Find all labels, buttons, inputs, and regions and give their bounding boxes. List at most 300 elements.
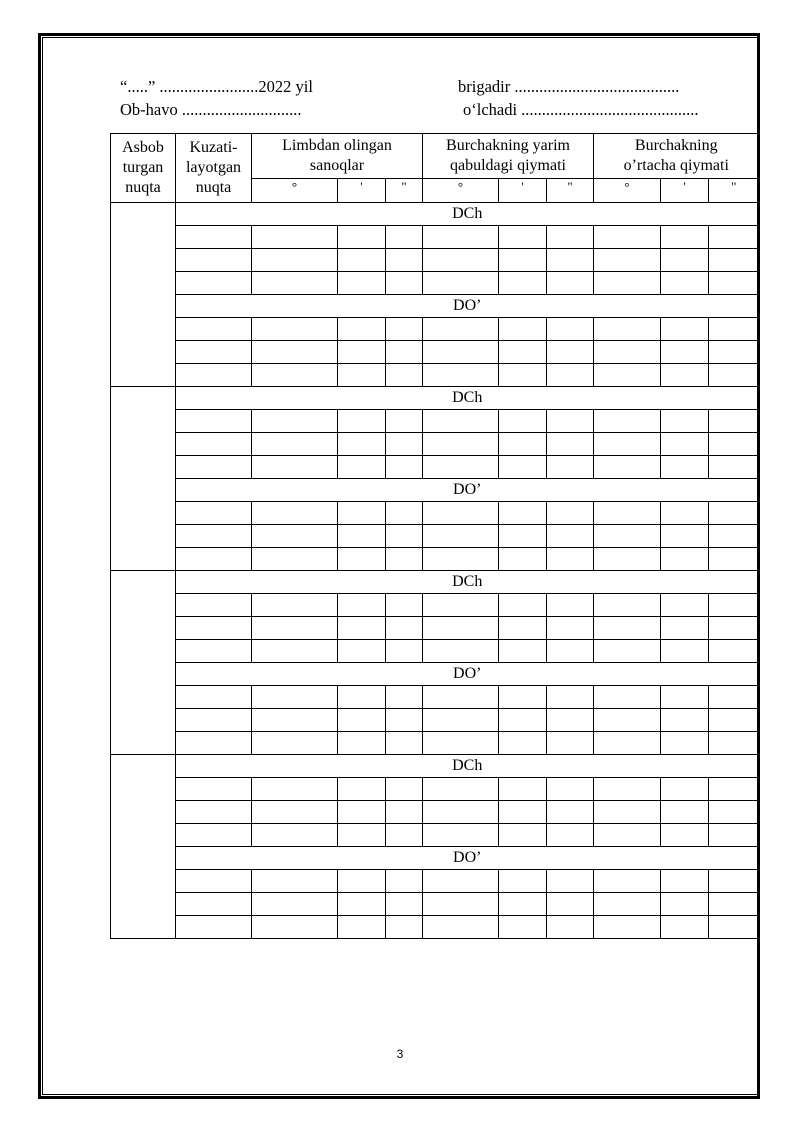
angle-value-cell[interactable] bbox=[594, 801, 661, 824]
angle-value-cell[interactable] bbox=[709, 870, 759, 893]
angle-value-cell[interactable] bbox=[338, 249, 386, 272]
observed-point-cell[interactable] bbox=[176, 778, 252, 801]
angle-value-cell[interactable] bbox=[252, 732, 338, 755]
angle-value-cell[interactable] bbox=[423, 525, 499, 548]
angle-value-cell[interactable] bbox=[594, 433, 661, 456]
circle-position-label: DO’ bbox=[176, 295, 759, 318]
angle-value-cell[interactable] bbox=[661, 341, 709, 364]
angle-value-cell[interactable] bbox=[423, 732, 499, 755]
angle-value-cell[interactable] bbox=[499, 732, 547, 755]
angle-value-cell[interactable] bbox=[594, 249, 661, 272]
angle-value-cell[interactable] bbox=[547, 686, 594, 709]
circle-position-label: DO’ bbox=[176, 847, 759, 870]
angle-value-cell[interactable] bbox=[547, 640, 594, 663]
angle-value-cell[interactable] bbox=[252, 617, 338, 640]
circle-position-label: DCh bbox=[176, 203, 759, 226]
angle-value-cell[interactable] bbox=[252, 916, 338, 939]
angle-value-cell[interactable] bbox=[594, 824, 661, 847]
angle-value-cell[interactable] bbox=[547, 893, 594, 916]
angle-value-cell[interactable] bbox=[709, 548, 759, 571]
observed-point-cell[interactable] bbox=[176, 916, 252, 939]
angle-value-cell[interactable] bbox=[386, 272, 423, 295]
table-row bbox=[111, 617, 759, 640]
angle-value-cell[interactable] bbox=[386, 502, 423, 525]
table-row bbox=[111, 801, 759, 824]
angle-value-cell[interactable] bbox=[386, 640, 423, 663]
angle-value-cell[interactable] bbox=[547, 870, 594, 893]
observed-point-cell[interactable] bbox=[176, 502, 252, 525]
circle-position-label: DO’ bbox=[176, 663, 759, 686]
angle-value-cell[interactable] bbox=[594, 594, 661, 617]
observed-point-cell[interactable] bbox=[176, 870, 252, 893]
angle-value-cell[interactable] bbox=[386, 341, 423, 364]
angle-value-cell[interactable] bbox=[252, 778, 338, 801]
angle-value-cell[interactable] bbox=[386, 893, 423, 916]
angle-value-cell[interactable] bbox=[594, 870, 661, 893]
angle-value-cell[interactable] bbox=[423, 870, 499, 893]
position-label-row bbox=[111, 571, 759, 594]
angle-value-cell[interactable] bbox=[386, 824, 423, 847]
angle-value-cell[interactable] bbox=[423, 617, 499, 640]
table-row bbox=[111, 249, 759, 272]
degree-unit: ° bbox=[252, 179, 338, 203]
angle-value-cell[interactable] bbox=[252, 272, 338, 295]
observed-point-cell[interactable] bbox=[176, 617, 252, 640]
angle-value-cell[interactable] bbox=[661, 249, 709, 272]
angle-value-cell[interactable] bbox=[252, 456, 338, 479]
angle-value-cell[interactable] bbox=[338, 502, 386, 525]
angle-value-cell[interactable] bbox=[338, 640, 386, 663]
average-value-header: Burchakning o’rtacha qiymati bbox=[594, 134, 759, 179]
angle-value-cell[interactable] bbox=[252, 870, 338, 893]
angle-value-cell[interactable] bbox=[661, 686, 709, 709]
angle-value-cell[interactable] bbox=[499, 824, 547, 847]
angle-value-cell[interactable] bbox=[386, 709, 423, 732]
angle-value-cell[interactable] bbox=[661, 525, 709, 548]
angle-value-cell[interactable] bbox=[499, 916, 547, 939]
angle-value-cell[interactable] bbox=[252, 824, 338, 847]
angle-value-cell[interactable] bbox=[386, 778, 423, 801]
angle-value-cell[interactable] bbox=[661, 433, 709, 456]
angle-value-cell[interactable] bbox=[423, 709, 499, 732]
angle-value-cell[interactable] bbox=[423, 640, 499, 663]
degree-unit: ° bbox=[423, 179, 499, 203]
angle-value-cell[interactable] bbox=[594, 364, 661, 387]
observed-point-cell[interactable] bbox=[176, 525, 252, 548]
angle-value-cell[interactable] bbox=[338, 341, 386, 364]
angle-value-cell[interactable] bbox=[594, 410, 661, 433]
angle-value-cell[interactable] bbox=[661, 594, 709, 617]
angle-value-cell[interactable] bbox=[252, 525, 338, 548]
angle-value-cell[interactable] bbox=[499, 525, 547, 548]
angle-value-cell[interactable] bbox=[338, 778, 386, 801]
angle-value-cell[interactable] bbox=[338, 272, 386, 295]
page-number: 3 bbox=[396, 1047, 404, 1061]
observed-point-cell[interactable] bbox=[176, 686, 252, 709]
table-row bbox=[111, 686, 759, 709]
angle-value-cell[interactable] bbox=[547, 249, 594, 272]
angle-value-cell[interactable] bbox=[252, 801, 338, 824]
observed-point-cell[interactable] bbox=[176, 594, 252, 617]
angle-value-cell[interactable] bbox=[594, 341, 661, 364]
angle-value-cell[interactable] bbox=[547, 617, 594, 640]
angle-value-cell[interactable] bbox=[594, 893, 661, 916]
angle-value-cell[interactable] bbox=[661, 732, 709, 755]
angle-value-cell[interactable] bbox=[423, 249, 499, 272]
angle-value-cell[interactable] bbox=[709, 272, 759, 295]
angle-value-cell[interactable] bbox=[709, 249, 759, 272]
angle-value-cell[interactable] bbox=[386, 226, 423, 249]
angle-value-cell[interactable] bbox=[252, 594, 338, 617]
angle-value-cell[interactable] bbox=[547, 709, 594, 732]
table-row bbox=[111, 893, 759, 916]
angle-value-cell[interactable] bbox=[499, 686, 547, 709]
table-row bbox=[111, 364, 759, 387]
observation-table bbox=[110, 133, 759, 939]
angle-value-cell[interactable] bbox=[594, 617, 661, 640]
minute-unit: ' bbox=[661, 179, 709, 203]
angle-value-cell[interactable] bbox=[423, 318, 499, 341]
angle-value-cell[interactable] bbox=[661, 870, 709, 893]
angle-value-cell[interactable] bbox=[338, 893, 386, 916]
angle-value-cell[interactable] bbox=[594, 732, 661, 755]
station-point-cell[interactable] bbox=[111, 387, 176, 571]
circle-position-label: DCh bbox=[176, 755, 759, 778]
angle-value-cell[interactable] bbox=[661, 640, 709, 663]
angle-value-cell[interactable] bbox=[252, 226, 338, 249]
angle-value-cell[interactable] bbox=[499, 249, 547, 272]
observed-point-cell[interactable] bbox=[176, 824, 252, 847]
angle-value-cell[interactable] bbox=[338, 801, 386, 824]
angle-value-cell[interactable] bbox=[252, 548, 338, 571]
angle-value-cell[interactable] bbox=[423, 502, 499, 525]
observed-point-cell[interactable] bbox=[176, 364, 252, 387]
position-label-row bbox=[111, 479, 759, 502]
angle-value-cell[interactable] bbox=[499, 226, 547, 249]
circle-position-label: DCh bbox=[176, 387, 759, 410]
angle-value-cell[interactable] bbox=[423, 410, 499, 433]
angle-value-cell[interactable] bbox=[338, 318, 386, 341]
angle-value-cell[interactable] bbox=[252, 341, 338, 364]
angle-value-cell[interactable] bbox=[709, 640, 759, 663]
angle-value-cell[interactable] bbox=[423, 456, 499, 479]
angle-value-cell[interactable] bbox=[386, 410, 423, 433]
angle-value-cell[interactable] bbox=[423, 433, 499, 456]
angle-value-cell[interactable] bbox=[547, 548, 594, 571]
brigadir-line: brigadir ........................................ bbox=[458, 77, 680, 96]
angle-value-cell[interactable] bbox=[252, 709, 338, 732]
angle-value-cell[interactable] bbox=[499, 617, 547, 640]
angle-value-cell[interactable] bbox=[547, 410, 594, 433]
angle-value-cell[interactable] bbox=[547, 341, 594, 364]
angle-value-cell[interactable] bbox=[423, 824, 499, 847]
observed-point-cell[interactable] bbox=[176, 548, 252, 571]
angle-value-cell[interactable] bbox=[499, 433, 547, 456]
angle-value-cell[interactable] bbox=[499, 801, 547, 824]
angle-value-cell[interactable] bbox=[386, 617, 423, 640]
angle-value-cell[interactable] bbox=[499, 341, 547, 364]
angle-value-cell[interactable] bbox=[547, 318, 594, 341]
angle-value-cell[interactable] bbox=[499, 502, 547, 525]
angle-value-cell[interactable] bbox=[386, 433, 423, 456]
observed-point-cell[interactable] bbox=[176, 226, 252, 249]
angle-value-cell[interactable] bbox=[709, 893, 759, 916]
station-point-cell[interactable] bbox=[111, 571, 176, 755]
angle-value-cell[interactable] bbox=[386, 732, 423, 755]
angle-value-cell[interactable] bbox=[661, 364, 709, 387]
angle-value-cell[interactable] bbox=[594, 709, 661, 732]
angle-value-cell[interactable] bbox=[709, 502, 759, 525]
table-row bbox=[111, 916, 759, 939]
angle-value-cell[interactable] bbox=[423, 364, 499, 387]
position-label-row bbox=[111, 755, 759, 778]
angle-value-cell[interactable] bbox=[547, 364, 594, 387]
angle-value-cell[interactable] bbox=[709, 525, 759, 548]
angle-value-cell[interactable] bbox=[547, 502, 594, 525]
angle-value-cell[interactable] bbox=[547, 272, 594, 295]
angle-value-cell[interactable] bbox=[709, 410, 759, 433]
angle-value-cell[interactable] bbox=[386, 249, 423, 272]
angle-value-cell[interactable] bbox=[338, 548, 386, 571]
angle-value-cell[interactable] bbox=[386, 870, 423, 893]
observed-point-cell[interactable] bbox=[176, 249, 252, 272]
angle-value-cell[interactable] bbox=[709, 594, 759, 617]
second-unit: " bbox=[386, 179, 423, 203]
angle-value-cell[interactable] bbox=[338, 410, 386, 433]
table-row bbox=[111, 640, 759, 663]
observed-point-cell[interactable] bbox=[176, 318, 252, 341]
angle-value-cell[interactable] bbox=[252, 502, 338, 525]
date-line: “.....” ........................2022 yil bbox=[120, 77, 313, 96]
angle-value-cell[interactable] bbox=[423, 272, 499, 295]
angle-value-cell[interactable] bbox=[499, 709, 547, 732]
angle-value-cell[interactable] bbox=[594, 525, 661, 548]
angle-value-cell[interactable] bbox=[709, 433, 759, 456]
angle-value-cell[interactable] bbox=[709, 318, 759, 341]
angle-value-cell[interactable] bbox=[499, 870, 547, 893]
angle-value-cell[interactable] bbox=[338, 916, 386, 939]
angle-value-cell[interactable] bbox=[661, 318, 709, 341]
angle-value-cell[interactable] bbox=[423, 341, 499, 364]
angle-value-cell[interactable] bbox=[547, 778, 594, 801]
angle-value-cell[interactable] bbox=[338, 824, 386, 847]
angle-value-cell[interactable] bbox=[547, 594, 594, 617]
angle-value-cell[interactable] bbox=[252, 686, 338, 709]
observed-point-cell[interactable] bbox=[176, 640, 252, 663]
angle-value-cell[interactable] bbox=[594, 640, 661, 663]
position-label-row bbox=[111, 387, 759, 410]
angle-value-cell[interactable] bbox=[386, 916, 423, 939]
angle-value-cell[interactable] bbox=[338, 686, 386, 709]
observed-point-header: Kuzati- layotgan nuqta bbox=[176, 134, 252, 203]
angle-value-cell[interactable] bbox=[594, 226, 661, 249]
angle-value-cell[interactable] bbox=[709, 456, 759, 479]
table-row bbox=[111, 778, 759, 801]
minute-unit: ' bbox=[338, 179, 386, 203]
angle-value-cell[interactable] bbox=[423, 801, 499, 824]
angle-value-cell[interactable] bbox=[423, 594, 499, 617]
angle-value-cell[interactable] bbox=[709, 801, 759, 824]
observed-point-cell[interactable] bbox=[176, 801, 252, 824]
observed-point-cell[interactable] bbox=[176, 341, 252, 364]
angle-value-cell[interactable] bbox=[661, 617, 709, 640]
table-row bbox=[111, 824, 759, 847]
angle-value-cell[interactable] bbox=[709, 916, 759, 939]
angle-value-cell[interactable] bbox=[661, 548, 709, 571]
angle-value-cell[interactable] bbox=[423, 686, 499, 709]
angle-value-cell[interactable] bbox=[252, 893, 338, 916]
angle-value-cell[interactable] bbox=[386, 548, 423, 571]
half-set-value-header: Burchakning yarim qabuldagi qiymati bbox=[423, 134, 594, 179]
table-row bbox=[111, 226, 759, 249]
angle-value-cell[interactable] bbox=[423, 916, 499, 939]
observed-point-cell[interactable] bbox=[176, 410, 252, 433]
angle-value-cell[interactable] bbox=[499, 456, 547, 479]
observed-point-cell[interactable] bbox=[176, 709, 252, 732]
observed-point-cell[interactable] bbox=[176, 893, 252, 916]
circle-position-label: DO’ bbox=[176, 479, 759, 502]
angle-value-cell[interactable] bbox=[423, 893, 499, 916]
degree-unit: ° bbox=[594, 179, 661, 203]
angle-value-cell[interactable] bbox=[386, 364, 423, 387]
angle-value-cell[interactable] bbox=[594, 456, 661, 479]
angle-value-cell[interactable] bbox=[386, 594, 423, 617]
angle-value-cell[interactable] bbox=[252, 249, 338, 272]
angle-value-cell[interactable] bbox=[499, 364, 547, 387]
angle-value-cell[interactable] bbox=[661, 709, 709, 732]
table-row bbox=[111, 870, 759, 893]
angle-value-cell[interactable] bbox=[594, 916, 661, 939]
table-row bbox=[111, 525, 759, 548]
observed-point-cell[interactable] bbox=[176, 433, 252, 456]
position-label-row bbox=[111, 203, 759, 226]
position-label-row bbox=[111, 295, 759, 318]
angle-value-cell[interactable] bbox=[709, 778, 759, 801]
table-row bbox=[111, 502, 759, 525]
angle-value-cell[interactable] bbox=[338, 594, 386, 617]
angle-value-cell[interactable] bbox=[386, 686, 423, 709]
angle-value-cell[interactable] bbox=[594, 686, 661, 709]
angle-value-cell[interactable] bbox=[252, 410, 338, 433]
angle-value-cell[interactable] bbox=[338, 364, 386, 387]
angle-value-cell[interactable] bbox=[547, 732, 594, 755]
angle-value-cell[interactable] bbox=[661, 916, 709, 939]
station-point-header: Asbob turgan nuqta bbox=[111, 134, 176, 203]
angle-value-cell[interactable] bbox=[709, 732, 759, 755]
angle-value-cell[interactable] bbox=[661, 824, 709, 847]
angle-value-cell[interactable] bbox=[499, 318, 547, 341]
angle-value-cell[interactable] bbox=[499, 548, 547, 571]
angle-value-cell[interactable] bbox=[499, 640, 547, 663]
angle-value-cell[interactable] bbox=[661, 778, 709, 801]
table-body bbox=[111, 203, 759, 939]
angle-value-cell[interactable] bbox=[547, 916, 594, 939]
second-unit: " bbox=[547, 179, 594, 203]
station-point-cell[interactable] bbox=[111, 755, 176, 939]
angle-value-cell[interactable] bbox=[661, 893, 709, 916]
angle-value-cell[interactable] bbox=[386, 318, 423, 341]
angle-value-cell[interactable] bbox=[661, 456, 709, 479]
angle-value-cell[interactable] bbox=[594, 548, 661, 571]
limb-readings-header: Limbdan olingan sanoqlar bbox=[252, 134, 423, 179]
angle-value-cell[interactable] bbox=[594, 778, 661, 801]
station-point-cell[interactable] bbox=[111, 203, 176, 387]
table-row bbox=[111, 433, 759, 456]
angle-value-cell[interactable] bbox=[547, 226, 594, 249]
angle-value-cell[interactable] bbox=[338, 226, 386, 249]
observed-point-cell[interactable] bbox=[176, 456, 252, 479]
angle-value-cell[interactable] bbox=[661, 502, 709, 525]
angle-value-cell[interactable] bbox=[547, 824, 594, 847]
angle-value-cell[interactable] bbox=[499, 893, 547, 916]
table-row bbox=[111, 594, 759, 617]
angle-value-cell[interactable] bbox=[547, 801, 594, 824]
angle-value-cell[interactable] bbox=[338, 433, 386, 456]
angle-value-cell[interactable] bbox=[252, 640, 338, 663]
angle-value-cell[interactable] bbox=[386, 456, 423, 479]
angle-value-cell[interactable] bbox=[709, 226, 759, 249]
angle-value-cell[interactable] bbox=[661, 272, 709, 295]
angle-value-cell[interactable] bbox=[594, 502, 661, 525]
angle-value-cell[interactable] bbox=[709, 824, 759, 847]
measurer-line: o‘lchadi ........................................... bbox=[463, 100, 699, 119]
angle-value-cell[interactable] bbox=[709, 341, 759, 364]
weather-line: Ob-havo ............................. bbox=[120, 100, 302, 119]
angle-value-cell[interactable] bbox=[661, 410, 709, 433]
angle-value-cell[interactable] bbox=[338, 870, 386, 893]
observed-point-cell[interactable] bbox=[176, 272, 252, 295]
angle-value-cell[interactable] bbox=[499, 410, 547, 433]
angle-value-cell[interactable] bbox=[338, 617, 386, 640]
angle-value-cell[interactable] bbox=[709, 364, 759, 387]
angle-value-cell[interactable] bbox=[661, 801, 709, 824]
angle-value-cell[interactable] bbox=[252, 433, 338, 456]
position-label-row bbox=[111, 663, 759, 686]
angle-value-cell[interactable] bbox=[252, 364, 338, 387]
angle-value-cell[interactable] bbox=[338, 456, 386, 479]
angle-value-cell[interactable] bbox=[423, 226, 499, 249]
table-row bbox=[111, 318, 759, 341]
angle-value-cell[interactable] bbox=[709, 709, 759, 732]
minute-unit: ' bbox=[499, 179, 547, 203]
angle-value-cell[interactable] bbox=[386, 525, 423, 548]
angle-value-cell[interactable] bbox=[547, 433, 594, 456]
angle-value-cell[interactable] bbox=[499, 778, 547, 801]
angle-value-cell[interactable] bbox=[423, 548, 499, 571]
angle-value-cell[interactable] bbox=[709, 617, 759, 640]
table-row bbox=[111, 732, 759, 755]
angle-value-cell[interactable] bbox=[661, 226, 709, 249]
angle-value-cell[interactable] bbox=[594, 272, 661, 295]
angle-value-cell[interactable] bbox=[547, 456, 594, 479]
circle-position-label: DCh bbox=[176, 571, 759, 594]
angle-value-cell[interactable] bbox=[252, 318, 338, 341]
angle-value-cell[interactable] bbox=[547, 525, 594, 548]
angle-value-cell[interactable] bbox=[338, 732, 386, 755]
observed-point-cell[interactable] bbox=[176, 732, 252, 755]
angle-value-cell[interactable] bbox=[499, 272, 547, 295]
angle-value-cell[interactable] bbox=[386, 801, 423, 824]
angle-value-cell[interactable] bbox=[423, 778, 499, 801]
table-row bbox=[111, 709, 759, 732]
angle-value-cell[interactable] bbox=[709, 686, 759, 709]
angle-value-cell[interactable] bbox=[499, 594, 547, 617]
second-unit: " bbox=[709, 179, 759, 203]
angle-value-cell[interactable] bbox=[338, 525, 386, 548]
angle-value-cell[interactable] bbox=[338, 709, 386, 732]
table-row bbox=[111, 410, 759, 433]
angle-value-cell[interactable] bbox=[594, 318, 661, 341]
